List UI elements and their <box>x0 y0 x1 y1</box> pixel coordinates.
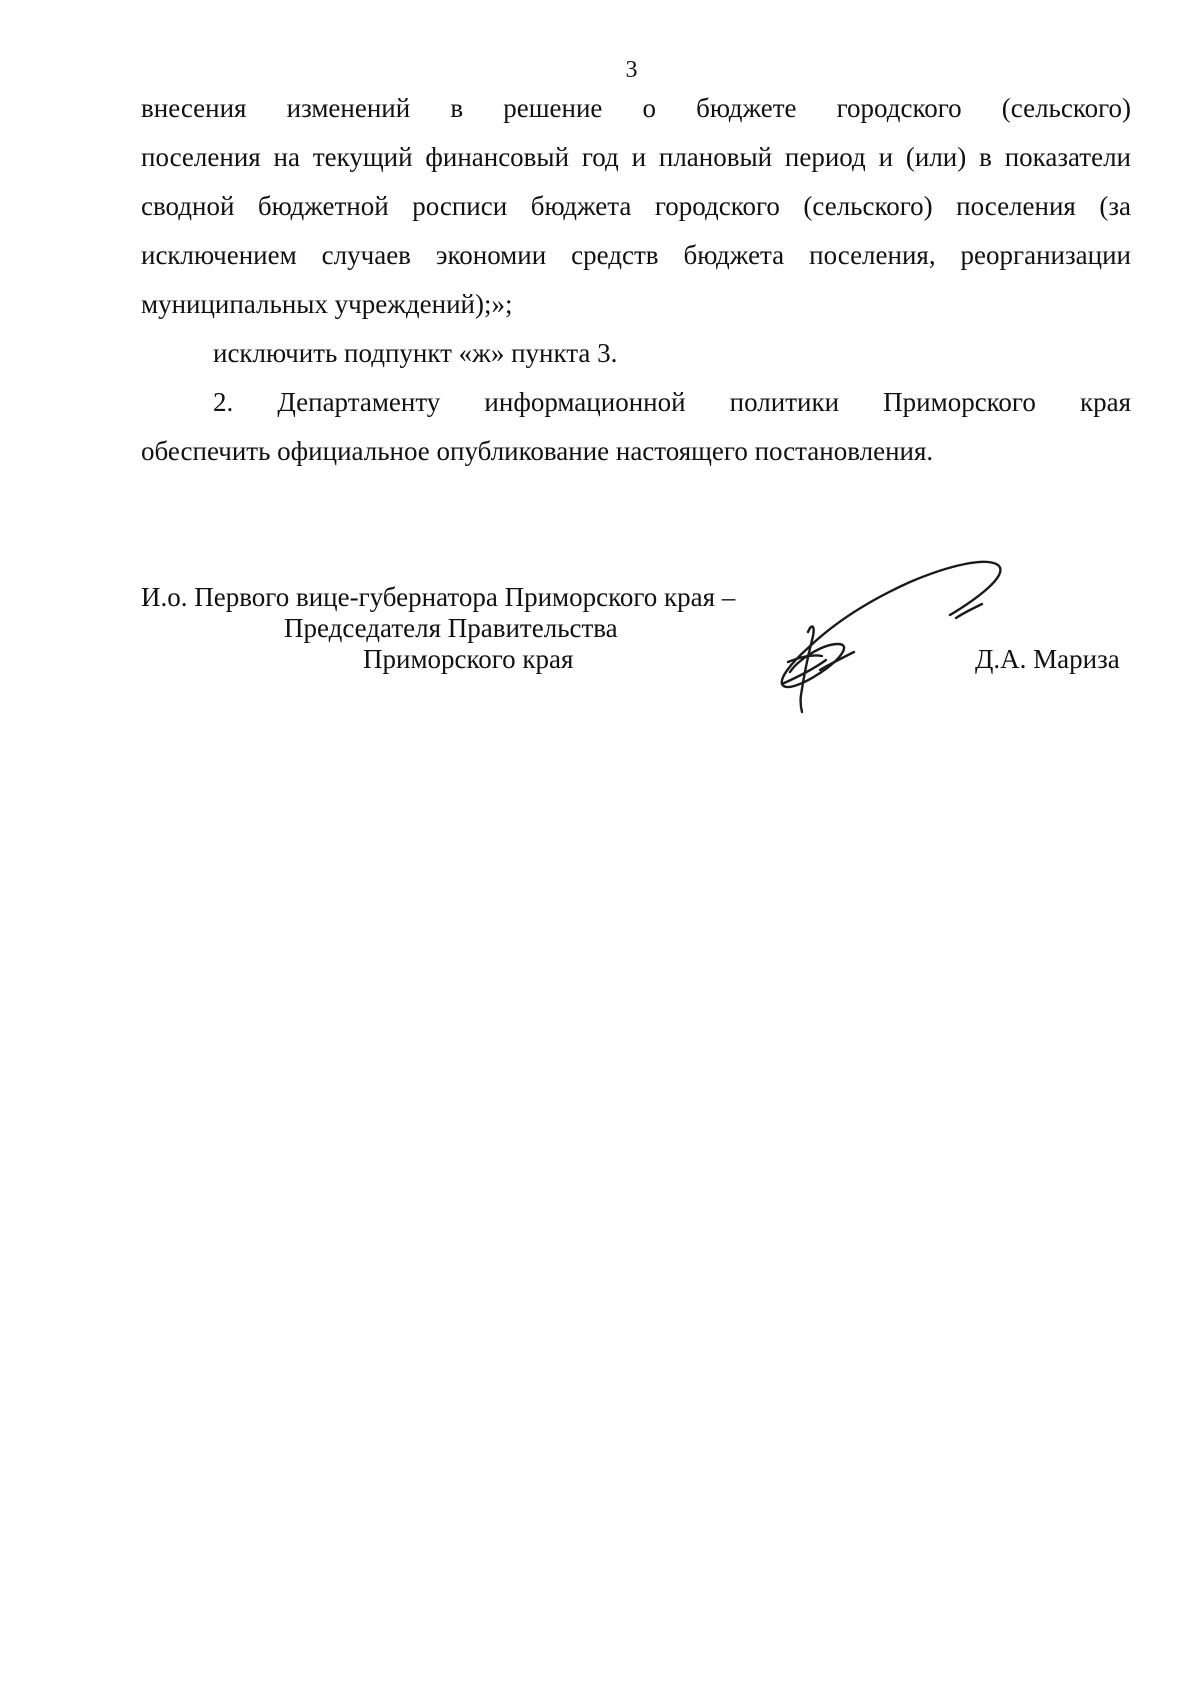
text-line: обеспечить официальное опубликование настоящего постановления. <box>141 436 934 466</box>
handwritten-signature <box>760 560 1020 720</box>
text-line: исключением случаев экономии средств бюджета поселения, реорганизации <box>141 240 1131 270</box>
page-number: 3 <box>625 57 638 83</box>
paragraph-publication-order <box>141 378 1131 476</box>
text-line: муниципальных учреждений);»; <box>141 289 513 319</box>
text-line: внесения изменений в решение о бюджете городского (сельского) <box>141 93 1131 123</box>
document-body <box>141 84 1131 476</box>
text-line: сводной бюджетной росписи бюджета городского (сельского) поселения (за <box>141 191 1131 221</box>
paragraph-exclude-subpoint <box>141 329 1131 378</box>
signatory-position-line: И.о. Первого вице-губернатора Приморского края – <box>141 582 736 612</box>
signatory-position <box>141 582 735 675</box>
text-line: исключить подпункт «ж» пункта 3. <box>213 338 618 368</box>
paragraph-budget-changes <box>141 84 1131 329</box>
text-line: 2. Департаменту информационной политики Приморского края <box>213 387 1131 417</box>
signatory-position-line: Приморского края <box>363 644 574 674</box>
signatory-position-line: Председателя Правительства <box>284 613 618 643</box>
signer-name: Д.А. Мариза <box>975 644 1120 674</box>
text-line: поселения на текущий финансовый год и плановый период и (или) в показатели <box>141 142 1131 172</box>
